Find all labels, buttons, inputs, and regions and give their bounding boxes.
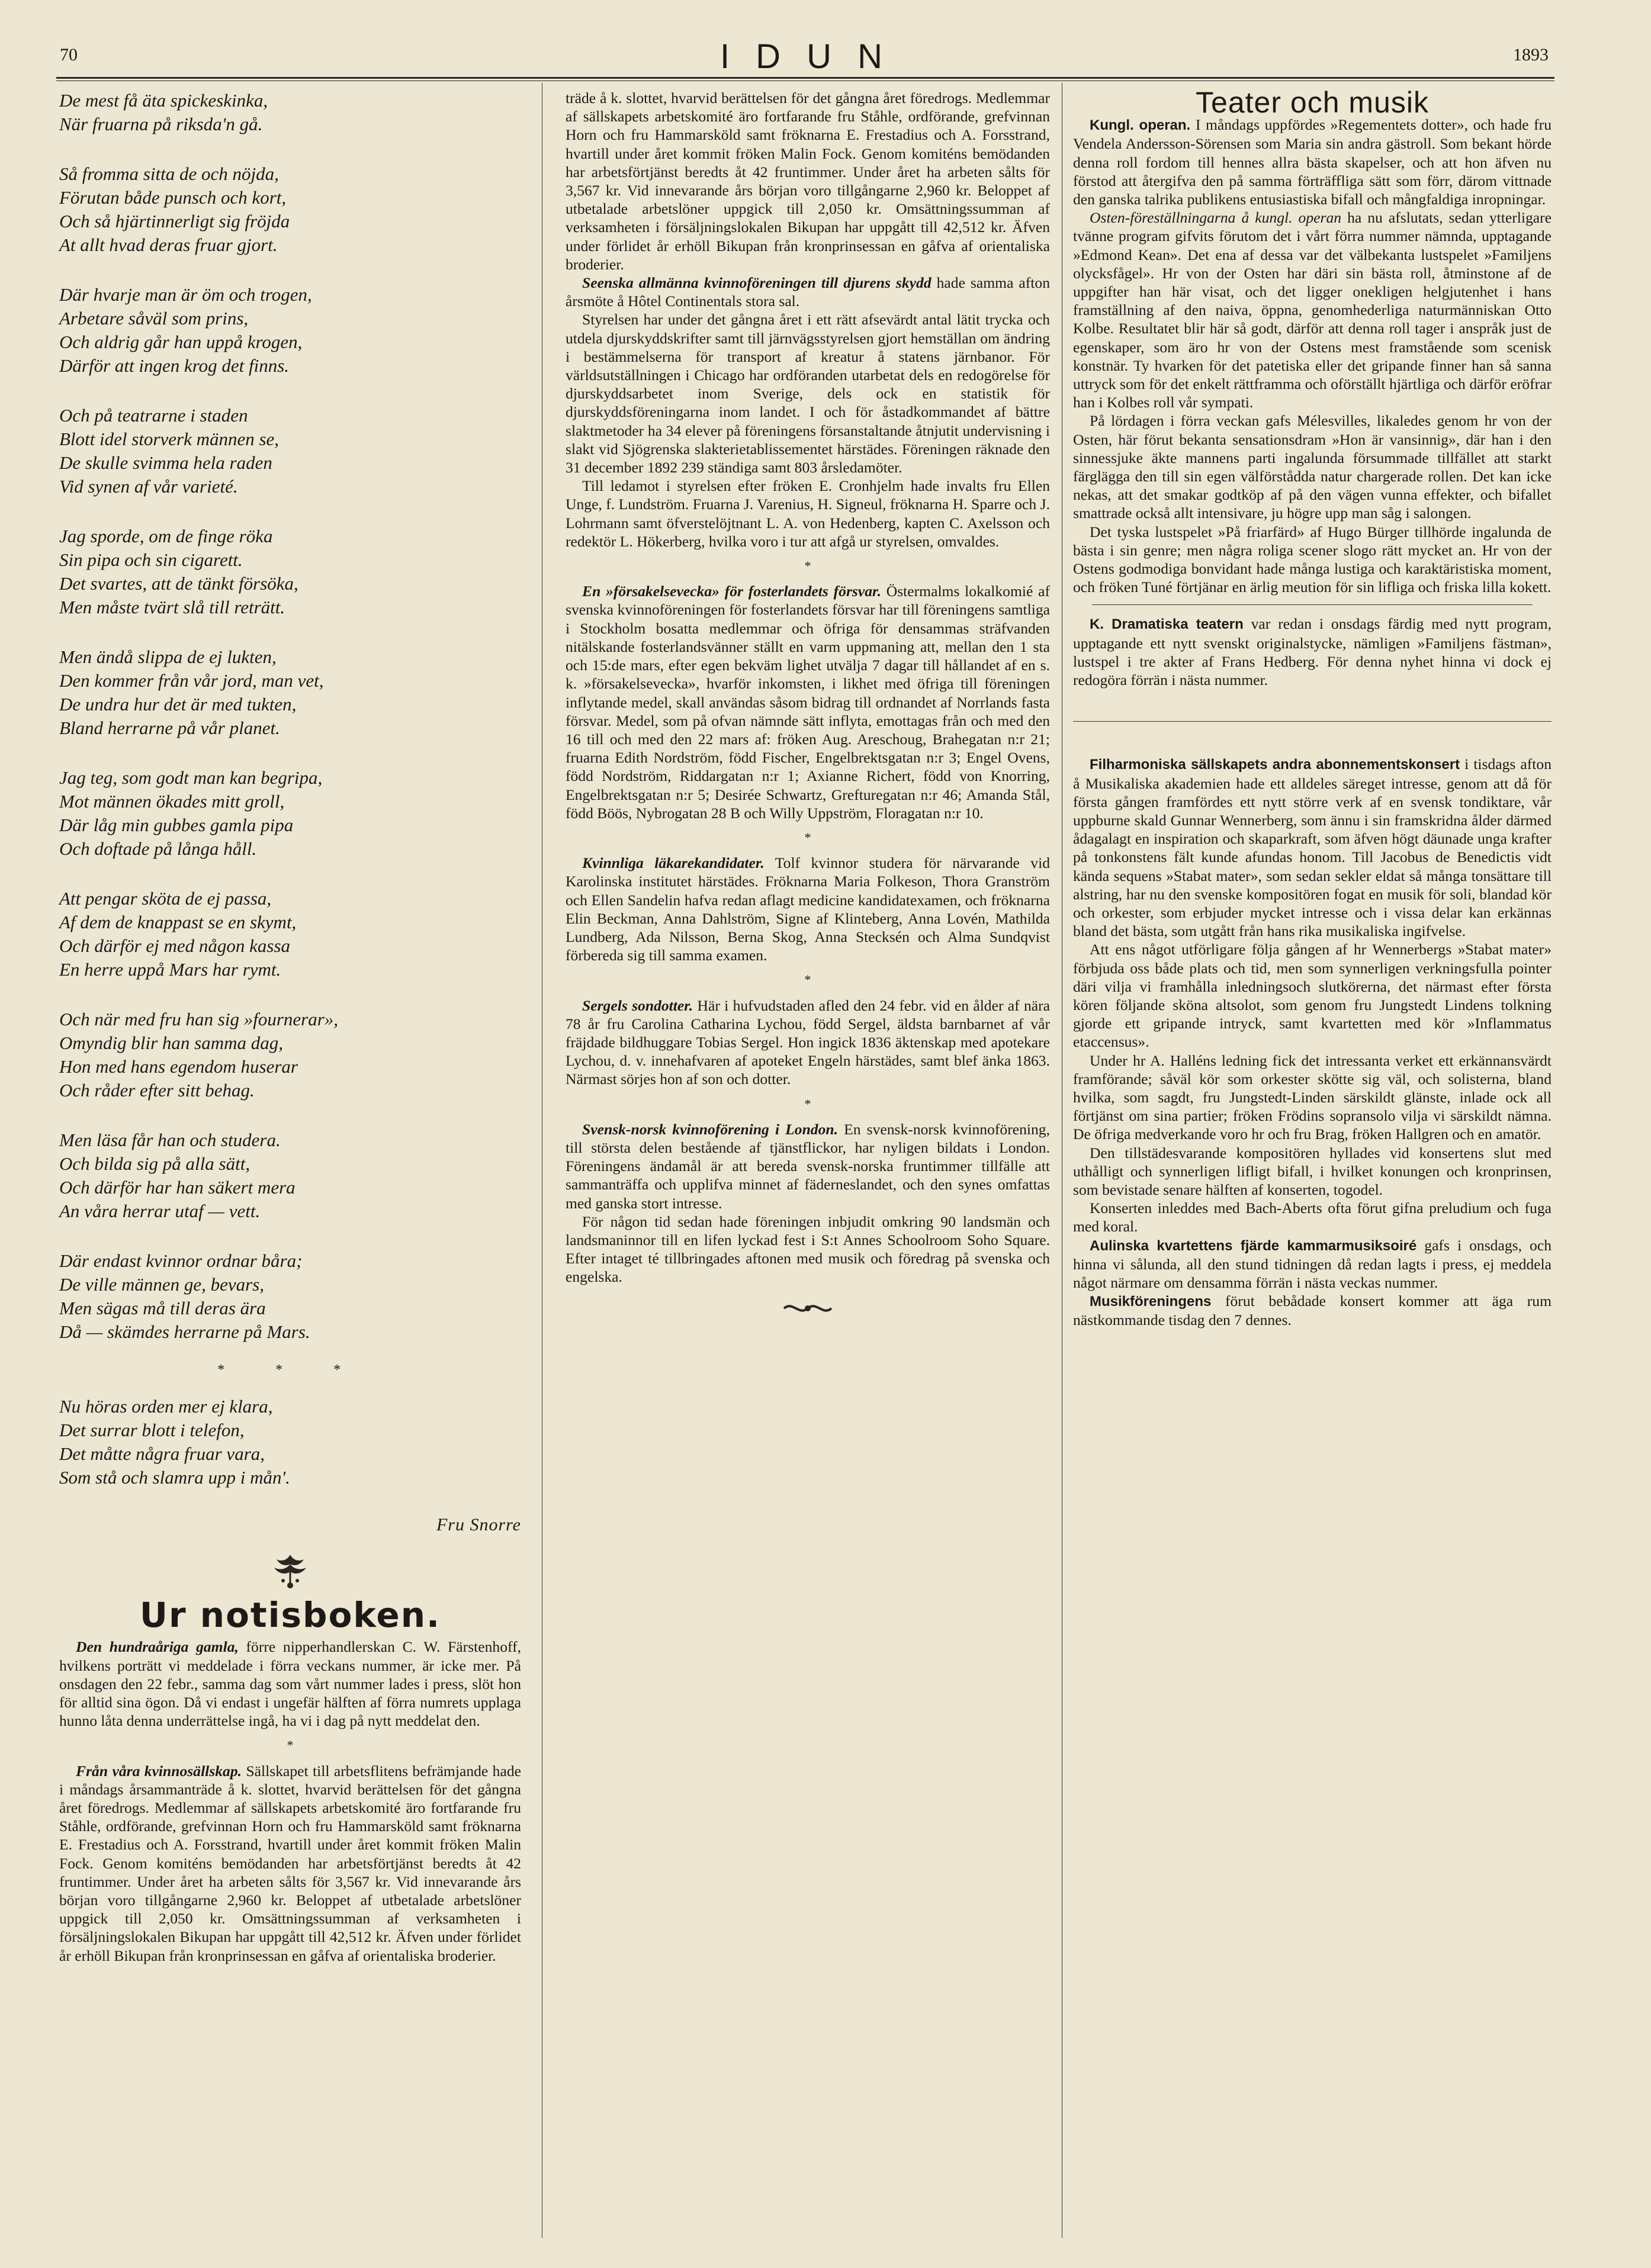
poem-stanzas xyxy=(59,89,521,1490)
poem-line: De mest få äta spickeskinka, xyxy=(59,90,268,111)
article-text: förut bebådade konsert kommer att äga rum nästkommande tisdag den 7 dennes. xyxy=(1073,1292,1552,1329)
article-paragraph xyxy=(566,1212,1050,1286)
article-lead: Kungl. operan. xyxy=(1090,117,1191,134)
poem-line: Och bilda sig på alla sätt, xyxy=(59,1153,250,1174)
poem-stanza xyxy=(59,887,521,982)
poem-line: Och så hjärtinnerligt sig fröjda xyxy=(59,211,290,231)
poem-line: När fruarna på riksda'n gå. xyxy=(59,114,263,134)
poem-line: Men måste tvärt slå till reträtt. xyxy=(59,597,285,617)
poem-line: Och doftade på långa håll. xyxy=(59,838,257,859)
poem-line: Och därför har han säkert mera xyxy=(59,1177,295,1198)
poem-line: De ville männen ge, bevars, xyxy=(59,1274,265,1295)
poem-line: Förutan både punsch och kort, xyxy=(59,187,287,208)
poem-stanza xyxy=(59,89,521,136)
floral-ornament xyxy=(59,1550,521,1595)
poem-line: Då — skämdes herrarne på Mars. xyxy=(59,1321,310,1342)
poem-line: Att pengar sköta de ej passa, xyxy=(59,888,272,909)
poem-line: Men sägas må till deras ära xyxy=(59,1298,266,1318)
article-paragraph xyxy=(1073,1199,1552,1236)
poem-line: Mot männen ökades mitt groll, xyxy=(59,791,285,812)
article-text: Det tyska lustspelet »På friarfärd» af Hugo Bürger tillhörde ingalunda de bästa i sin genre; men några roliga scener slogo rätt mycket an. Hr von der Ostens godmodiga bonvidant hade många lustiga och karaktäristiska moment, och fröken Tuné förtjänar en ärlig meution för sin lifliga och friska lilla kokett. xyxy=(1073,523,1552,596)
article-lead: Sergels sondotter. xyxy=(582,996,693,1014)
poem xyxy=(59,89,521,1537)
poem-line: De undra hur det är med tukten, xyxy=(59,694,297,715)
article-text: För någon tid sedan hade föreningen inbjudit omkring 90 landsmän och landsmaninnor till en lifen lyckad fest i S:t Annes Schoolroom Soho Square. Efter intaget té tillbringades aftonen med musik och föredrag på svenska och engelska. xyxy=(566,1212,1050,1286)
poem-stanza xyxy=(59,1008,521,1102)
column-left xyxy=(59,89,521,1964)
ornament-bottom xyxy=(566,1299,1050,1321)
article-paragraph xyxy=(566,89,1050,274)
article-text: Att ens något utförligare följa gången af hr Wennerbergs »Stabat mater» förbjuda oss både plats och tid, men som synnerligen verkningsfulla pointer däri vilja vi framhålla inledningsoch slutkörerna, det närmast efter första kören följande sköna altsolot, som genom fru Jungstedt Lindens tolkning gjorde ett gripande intryck, samt kvartetten med kör »Inflammatus etaccensus». xyxy=(1073,941,1552,1051)
section-rule xyxy=(1092,604,1532,605)
poem-line: Omyndig blir han samma dag, xyxy=(59,1032,284,1053)
poem-line: Jag sporde, om de finge röka xyxy=(59,526,273,546)
poem-line: Jag teg, som godt man kan begripa, xyxy=(59,767,323,788)
article-paragraph xyxy=(1073,1144,1552,1199)
article-paragraph xyxy=(566,1120,1050,1212)
article-paragraph xyxy=(1073,940,1552,1051)
poem-line: Af dem de knappast se en skymt, xyxy=(59,912,297,932)
article-text: Konserten inleddes med Bach-Aberts ofta förut gifna preludium och fuga med koral. xyxy=(1073,1199,1552,1236)
article-paragraph xyxy=(1073,208,1552,411)
page-header xyxy=(56,37,1554,76)
article-text: Här i hufvudstaden afled den 24 febr. vid en ålder af nära 78 år fru Carolina Catharina Lychou, född Sergel, äldsta barnbarnet af vår fräjdade bildhuggare Tobias Sergel. Hon ingick 1836 äktenskap med apotekare Lychou, d. v. innehafvaren af apoteket Engeln härstädes, samt blef änka 1863. Närmast sörjes hon af son och dotter. xyxy=(566,996,1051,1088)
poem-line: De skulle svimma hela raden xyxy=(59,452,272,473)
poem-line: Så fromma sitta de och nöjda, xyxy=(59,163,279,184)
article-lead: Seenska allmänna kvinnoföreningen till djurens skydd xyxy=(582,274,932,292)
poem-line: Nu höras orden mer ej klara, xyxy=(59,1396,273,1417)
poem-stanza xyxy=(59,283,521,378)
item-separator: * xyxy=(804,1096,811,1111)
poem-stanza xyxy=(59,645,521,740)
notisboken-items-part2 xyxy=(566,89,1050,1286)
poem-line: Därför att ingen krog det finns. xyxy=(59,355,290,376)
article-paragraph xyxy=(59,1762,521,1964)
article-lead: Musikföreningens xyxy=(1090,1294,1212,1310)
article-text: Till ledamot i styrelsen efter fröken E. Cronhjelm hade invalts fru Ellen Unge, f. Lundström. Fruarna J. Varenius, H. Signeul, fröknarna H. Sparre och J. Lohrmann samt öfverstelöjtnant L. A. von Hedenberg, kapten C. Axelsson och redektör L. Hökerberg, hvilka voro i tur att afgå ur styrelsen, omvaldes. xyxy=(566,477,1050,550)
article-paragraph xyxy=(1073,1236,1552,1292)
article-text: Den tillstädesvarande kompositören hyllades vid konsertens slut med uthålligt och synnerligen lifligt bifall, i hvilket konungen och kronprinsen, som bevistade senare hälften af konserten, togodel. xyxy=(1073,1144,1552,1198)
article-text: hade samma afton årsmöte å Hôtel Continentals stora sal. xyxy=(566,274,1051,310)
section-title-teater: Teater och musik xyxy=(1196,86,1429,119)
column-middle xyxy=(566,89,1050,1332)
article-lead: K. Dramatiska teatern xyxy=(1090,616,1244,633)
poem-line: Den kommer från vår jord, man vet, xyxy=(59,670,324,691)
poem-line: An våra herrar utaf — vett. xyxy=(59,1201,261,1221)
item-separator: * xyxy=(804,558,811,574)
poem-stanza xyxy=(59,1395,521,1490)
poem-stanza xyxy=(59,162,521,257)
article-text: förre nipperhandlerskan C. W. Färstenhoff, hvilkens porträtt vi meddelade i förra veckans nummer, är icke mer. På onsdagen den 22 febr., samma dag som vårt nummer lades i press, slöt hon för alltid sina ögon. Då vi endast i ungefär hälften af förra numrets upplaga hunno låta denna underrättelse ingå, ha vi i dag på nytt meddelat den. xyxy=(59,1638,521,1730)
article-paragraph xyxy=(566,477,1050,551)
poem-line: Men läsa får han och studera. xyxy=(59,1130,281,1150)
poem-line: Och aldrig går han uppå krogen, xyxy=(59,332,303,352)
article-paragraph xyxy=(1073,755,1552,940)
item-separator: * xyxy=(287,1738,294,1753)
header-rule xyxy=(56,77,1554,81)
article-text: Sällskapet till arbetsflitens befrämjande hade i måndags årsammanträde å k. slottet, hvarvid berättelsen för det gångna året föredrogs. Medlemmar af sällskapets arbetskomité äro fortfarande fru Ståhle, ordförande, grefvinnan Horn och fru Hammarsköld samt fröknarna E. Frestadius och A. Forsstrand, hvartill under året kommit fröken Malin Fock. Genom komiténs bemödanden har arbetsförtjänst beredts åt 42 fruntimmer. Under året ha arbeten sålts för 3,567 kr. Vid innevarande års början voro tillgångarne 2,960 kr. Beloppet af utbetalade arbetslöner uppgick till 2,050 kr. Omsättningssumman af verksamheten i försäljningslokalen Bikupan har uppgått till 42,512 kr. Äfven under förlidet år erhöll Bikupan från kronprinsessan en gåfva af orientaliska broderier. xyxy=(59,1762,521,1964)
poem-line: Sin pipa och sin cigarett. xyxy=(59,549,243,570)
poem-line: At allt hvad deras fruar gjort. xyxy=(59,234,278,255)
article-text: I måndags uppfördes »Regementets dotter», och hade fru Vendela Andersson-Sörensen som Maria sin andra gästroll. Som bekant hörde denna roll fordom till hennes allra bästa skapelser, och att hon äfven nu förstod att återgifva den på samma förträffliga sätt som förr, därom vittnade den ganska talrika publikens entusiastiska bifall och mångfaldiga inropningar. xyxy=(1073,116,1552,208)
poem-line: Där hvarje man är öm och trogen, xyxy=(59,284,312,305)
item-separator: * xyxy=(804,972,811,987)
poem-line: Där låg min gubbes gamla pipa xyxy=(59,815,294,835)
article-paragraph xyxy=(566,310,1050,477)
poem-line: Det måtte några fruar vara, xyxy=(59,1443,265,1464)
article-text: Östermalms lokalkomié af svenska kvinnoföreningen för fosterlandets försvar har till föreningens samtliga i Stockholm bosatta medlemmar och öfriga för densammas sträfvanden nitälskande fosterlandsvänner ställt en varm uppmaning att, mellan den 1 sta och 15:de mars, efter egen bekväm lighet utvälja 7 dagar till hållandet af en s. k. »försakelsevecka», hvarför inkomsten, i likhet med öfriga till föreningen inflytande medel, skall användas såsom bidrag till ordnandet af Norrlands fasta försvar. Medel, som på ofvan nämnde sätt inflyta, emottagas från och med den 16 till och med den 22 mars af: fröken Aug. Areschoug, Brahegatan n:r 21; fruarna Edith Nordström, född Fischer, Engelbrektsgatan n:r 3; Engel Ovens, född Nordström, Riddargatan n:r 1; Axianne Richert, född von Knorring, Engelbrektsgatan n:r 5; Desirée Schwartz, Grefturegatan n:r 46; Amanda Stål, född Böös, Nybrogatan 28 B och Willy Uppström, Floragatan n:r 10. xyxy=(566,583,1050,822)
article-text: På lördagen i förra veckan gafs Mélesvilles, likaledes genom hr von der Osten, här förut bekanta sensationsdram »Hon är vansinnig», där han i den sinnessjuke äkte mannens parti ingalunda försummade tillfället att starkt färglägga den till sin egen välförstådda natur chargerade rollen. Det kan icke nekas, att det smakar godtköp af på den vägen vunna effekter, och bifallet smattrade också allt intensivare, ju högre upp man såg i salongen. xyxy=(1073,412,1552,522)
poem-line: Där endast kvinnor ordnar båra; xyxy=(59,1250,303,1271)
article-paragraph xyxy=(1073,523,1552,597)
poem-line: Och därför ej med någon kassa xyxy=(59,935,291,956)
article-text: träde å k. slottet, hvarvid berättelsen för det gångna året föredrogs. Medlemmar af sällskapets arbetskomité äro fortfarande fru Ståhle, ordförande, grefvinnan Horn och fru Hammarsköld samt fröknarna E. Frestadius och A. Forsstrand, hvartill under året kommit fröken Malin Fock. Genom komiténs bemödanden har arbetsförtjänst beredts åt 42 fruntimmer. Under året ha arbeten sålts för 3,567 kr. Vid innevarande års början voro tillgångarne 2,960 kr. Beloppet af utbetalade arbetslöner uppgick till 2,050 kr. Omsättningssumman af verksamheten i försäljningslokalen Bikupan har uppgått till 42,512 kr. Äfven under förlidet år erhöll Bikupan från kronprinsessan en gåfva af orientaliska broderier. xyxy=(566,89,1050,273)
poem-line: Det surrar blott i telefon, xyxy=(59,1420,245,1440)
article-lead: Från våra kvinnosällskap. xyxy=(76,1762,242,1780)
teater-items xyxy=(1073,115,1552,1329)
article-paragraph xyxy=(1073,615,1552,689)
article-lead: Aulinska kvartettens fjärde kammarmusiksoiré xyxy=(1090,1237,1417,1254)
poem-line: Bland herrarne på vår planet. xyxy=(59,718,280,738)
article-text: Styrelsen har under det gångna året i ett rätt afsevärdt antal lätit trycka och utdela djurskyddskrifter samt till järnvägsstyrelsen gjort hemställan om ändring i bestämmelserna för transport af kreatur å statens järnbanor. För världsutställningen i Chicago har ordföranden utarbetat dels en redogörelse för djurskyddsarbetet inom Sverige, dels ock en statistik för djurskyddsföreningarna inom landet. I och för åstadkommandet af bättre slaktmetoder ha 34 elever på föreningens försanstaltande åtnjutit undervisning i slakt vid Sjögrenska slakterietablissementet härstädes. Föreningen räknade den 31 december 1892 239 ständiga samt 803 årsledamöter. xyxy=(566,311,1050,477)
item-separator: * xyxy=(804,829,811,845)
section-rule xyxy=(1073,721,1552,722)
article-lead: En »försakelsevecka» för fosterlandets försvar. xyxy=(582,583,881,600)
poem-signature: Fru Snorre xyxy=(436,1515,521,1534)
article-paragraph xyxy=(1073,115,1552,208)
article-paragraph xyxy=(566,582,1050,822)
article-paragraph xyxy=(1073,1051,1552,1144)
poem-stanza xyxy=(59,404,521,498)
article-text: ha nu afslutats, sedan ytterligare tvänne program gifvits förutom det i vårt förra nummer nämnda, upptagande »Edmond Kean». Det ena af dessa var det välbekanta lustspelet »Familjens olycksfågel». Hr von der Osten har däri sin bästa roll, åtminstone af de uppgifter han här visat, och det ligger onekligen helgjutenhet i hans framställning af den naiva, öppna, genomhederliga naturmänniskan Otto Kolbe. Resultatet blir här så godt, därför att denna roll tager i anspråk just de egenskaper, som äro hr von der Ostens mest framstående som scenisk konstnär. Ty hvarken för det patetiska eller det gripande finner han så sanna uttryck som för det enkelt rättframma och oförställt hjärtliga och därför eröfrar han i Kolbes roll vår sympati. xyxy=(1073,209,1552,411)
poem-line: Arbetare såväl som prins, xyxy=(59,308,249,329)
masthead-title: I D U N xyxy=(719,37,891,76)
article-text: Under hr A. Halléns ledning fick det intressanta verket ett erkännansvärdt framförande; såväl kör som orkester skötte sig väl, och solisterna, bland hvilka, som sagdt, fru Jungstedt-Linden särskildt glänste, inlade ock all förtjänst om sina partier; fröken Frödins sopransolo vilja vi särskildt nämna. De öfriga medverkande voro hr och fru Brag, fröken Hallgren och en amatör. xyxy=(1073,1051,1552,1143)
poem-stanza xyxy=(59,766,521,861)
article-lead: Kvinnliga läkarekandidater. xyxy=(582,854,765,872)
section-title-notisboken: Ur notisboken. xyxy=(139,1595,441,1636)
poem-line: En herre uppå Mars har rymt. xyxy=(59,959,281,980)
poem-line: Och när med fru han sig »fournerar», xyxy=(59,1009,339,1030)
column-right xyxy=(1073,86,1552,1330)
article-text: i tisdags afton å Musikaliska akademien hade ett alldeles säreget intresse, genom att då för första gången framfördes ett nytt större verk af en svensk tondiktare, vår uppburne skald Gunnar Wennerberg, som ännu i sin framskridna ålder därmed ådagalagt en inspiration och skaparkraft, som äfven högt däunade unga krafter på tonkonstens fält kunde afundas honom. Till Jacobus de Benedictis vidt kända sequens »Stabat mater», som sedan sekler eldat så många tonsättare till alstring, har nu den svenske kompositören fogat en musik för soli, blandad kör och orkester, som erbjuder mycket intresse och i vissa delar kan erkännas bland det bästa, som utgått från hans rika musikaliska ingifvelse. xyxy=(1073,755,1552,940)
article-lead: Den hundraåriga gamla, xyxy=(76,1638,239,1656)
poem-line: Det svartes, att de tänkt försöka, xyxy=(59,573,298,594)
article-lead: Svensk-norsk kvinnoförening i London. xyxy=(582,1120,839,1138)
article-paragraph xyxy=(1073,411,1552,522)
article-paragraph xyxy=(59,1638,521,1730)
article-lead: Filharmoniska sällskapets andra abonnementskonsert xyxy=(1090,757,1460,773)
article-text: var redan i onsdags färdig med nytt program, upptagande ett nytt svenskt originalstycke, nämligen »Familjens fästman», lustspel i tre akter af Frans Hedberg. För denna nyhet hinna vi dock ej redogöra förrän i nästa nummer. xyxy=(1073,615,1552,689)
poem-line: Och på teatrarne i staden xyxy=(59,405,248,426)
poem-line: Som stå och slamra upp i mån'. xyxy=(59,1467,290,1488)
poem-line: Men ändå slippa de ej lukten, xyxy=(59,646,277,667)
poem-stanza xyxy=(59,1128,521,1223)
article-text: En svensk-norsk kvinnoförening, till största delen bestående af tjänstflickor, har nyligen bildats i London. Föreningens ändamål är att bereda svensk-norska fruntimmer tillfälle att sammanträffa och upplifva minnet af fäderneslandet, och den synes omfattas med ganska stort intresse. xyxy=(566,1120,1050,1212)
poem-line: Hon med hans egendom huserar xyxy=(59,1056,298,1077)
issue-year: 1893 xyxy=(1513,45,1549,65)
article-text: Tolf kvinnor studera för närvarande vid Karolinska institutet härstädes. Fröknarna Maria Folkeson, Thora Granström och Ellen Sandelin hafva redan aflagt medicine kandidatexamen, och fröknarna Elin Beckman, Anna Dahlström, Signe af Klinteberg, Anna Lovén, Mathilda Lundberg, Ada Nilsson, Berna Skog, Anna Stecksén och Alma Sundqvist förbereda sig till samma examen. xyxy=(566,854,1050,964)
article-paragraph xyxy=(566,996,1050,1089)
page-number: 70 xyxy=(60,45,78,65)
article-paragraph xyxy=(566,854,1050,964)
article-lead: Osten-föreställningarna å kungl. operan xyxy=(1090,209,1342,227)
poem-line: Och råder efter sitt behag. xyxy=(59,1080,255,1101)
poem-line: Blott idel storverk männen se, xyxy=(59,429,280,449)
poem-stanza xyxy=(59,525,521,619)
article-paragraph xyxy=(1073,1292,1552,1329)
poem-line: Vid synen af vår varieté. xyxy=(59,476,238,497)
poem-stanza xyxy=(59,1249,521,1344)
notisboken-items-part1 xyxy=(59,1638,521,1964)
article-text: gafs i onsdags, och hinna vi sålunda, all den stund tidningen då redan lagts i press, ej meddela något närmare om densamma förrän i nästa veckas nummer. xyxy=(1073,1236,1552,1291)
poem-stars: * * * xyxy=(217,1362,364,1378)
article-paragraph xyxy=(566,274,1050,310)
